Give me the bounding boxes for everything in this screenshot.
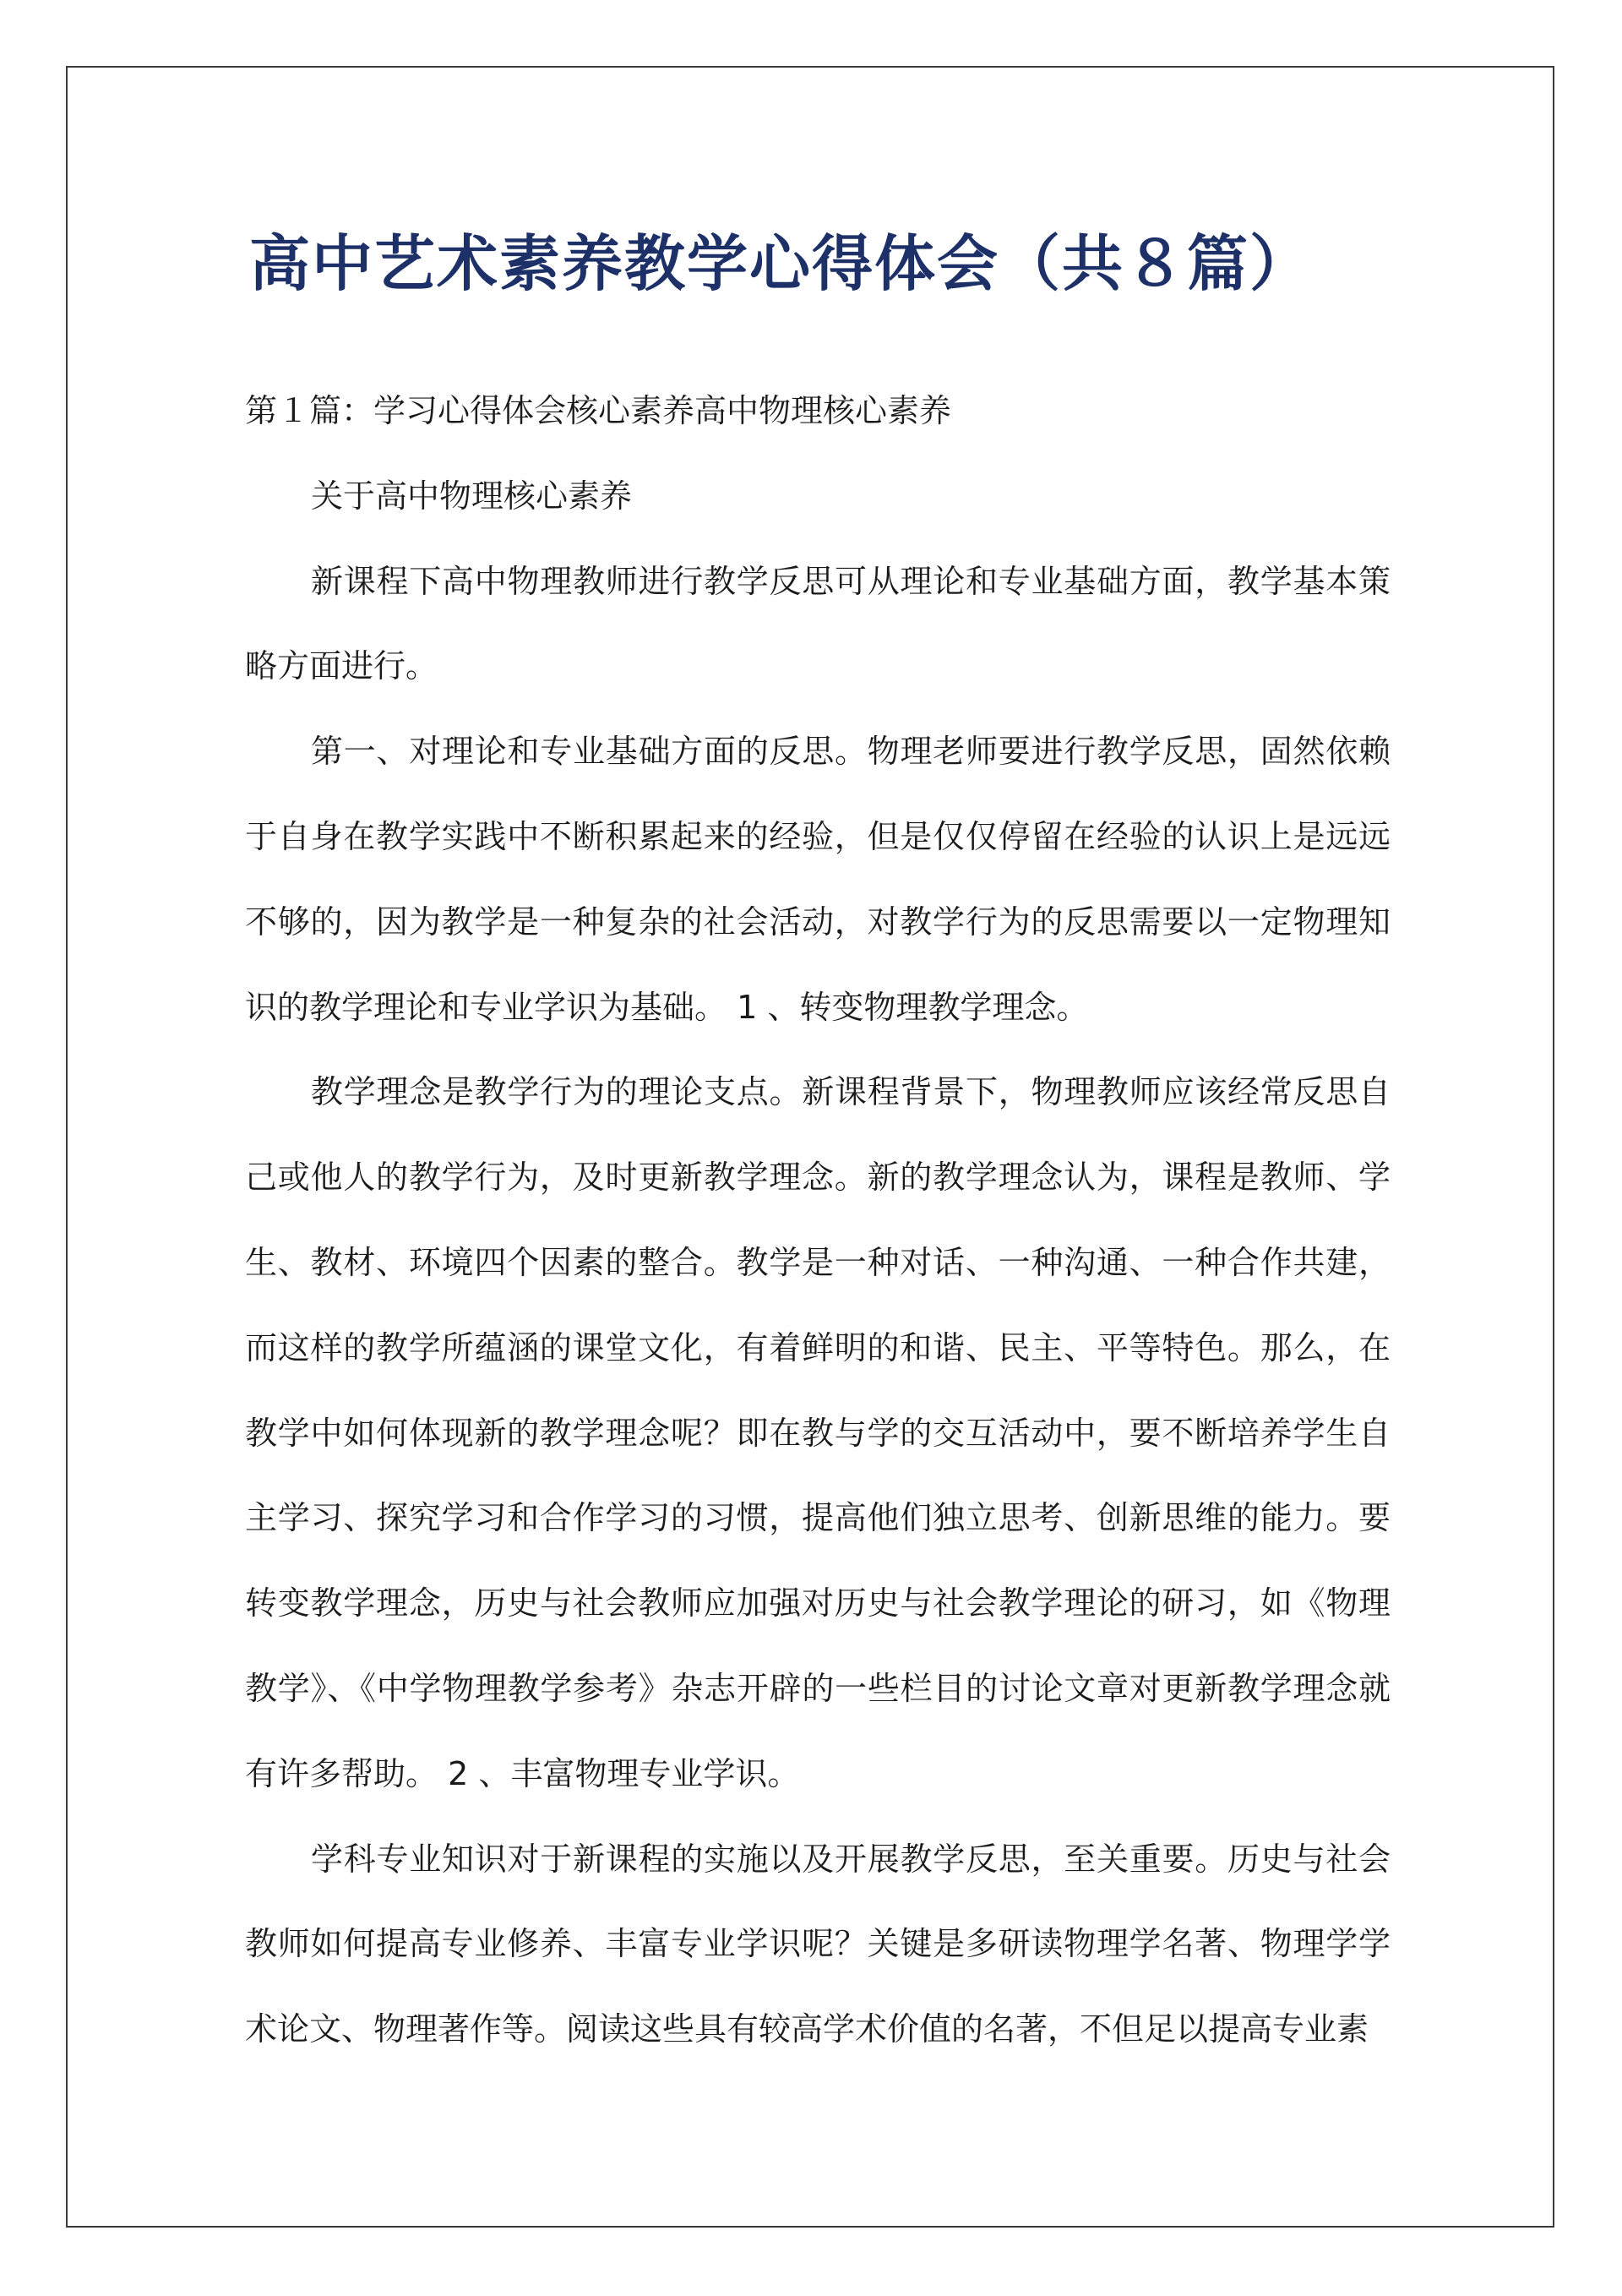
paragraph: 学科专业知识对于新课程的实施以及开展教学反思，至关重要。历史与社会教师如何提高专业修养、丰富专业学识呢？关键是多研读物理学名著、物理学学术论文、物理著作等。阅读这些具有较高学术价值的名著，不但足以提高专业素 [245, 1840, 1391, 2048]
paragraph: 关于高中物理核心素养 [311, 477, 633, 515]
section-heading: 第１篇：学习心得体会核心素养高中物理核心素养 [245, 392, 952, 429]
paragraph: 第一、对理论和专业基础方面的反思。物理老师要进行教学反思，固然依赖于自身在教学实践中不断积累起来的经验，但是仅仅停留在经验的认识上是远远不够的，因为教学是一种复杂的社会活动，对教学行为的反思需要以一定物理知识的教学理论和专业学识为基础。 1 、转变物理教学理念。 [245, 733, 1391, 1026]
document-body [245, 368, 1391, 2072]
document-title: 高中艺术素养教学心得体会（共８篇） [249, 228, 1313, 299]
paragraph: 教学理念是教学行为的理论支点。新课程背景下，物理教师应该经常反思自己或他人的教学行为，及时更新教学理念。新的教学理念认为，课程是教师、学生、教材、环境四个因素的整合。教学是一种对话、一种沟通、一种合作共建，而这样的教学所蕴涵的课堂文化，有着鲜明的和谐、民主、平等特色。那么，在教学中如何体现新的教学理念呢？即在教与学的交互活动中，要不断培养学生自主学习、探究学习和合作学习的习惯，提高他们独立思考、创新思维的能力。要转变教学理念，历史与社会教师应加强对历史与社会教学理论的研习，如《物理教学》、《中学物理教学参考》杂志开辟的一些栏目的讨论文章对更新教学理念就有许多帮助。 2 、丰富物理专业学识。 [245, 1073, 1391, 1792]
paragraph: 新课程下高中物理教师进行教学反思可从理论和专业基础方面，教学基本策略方面进行。 [245, 562, 1391, 685]
